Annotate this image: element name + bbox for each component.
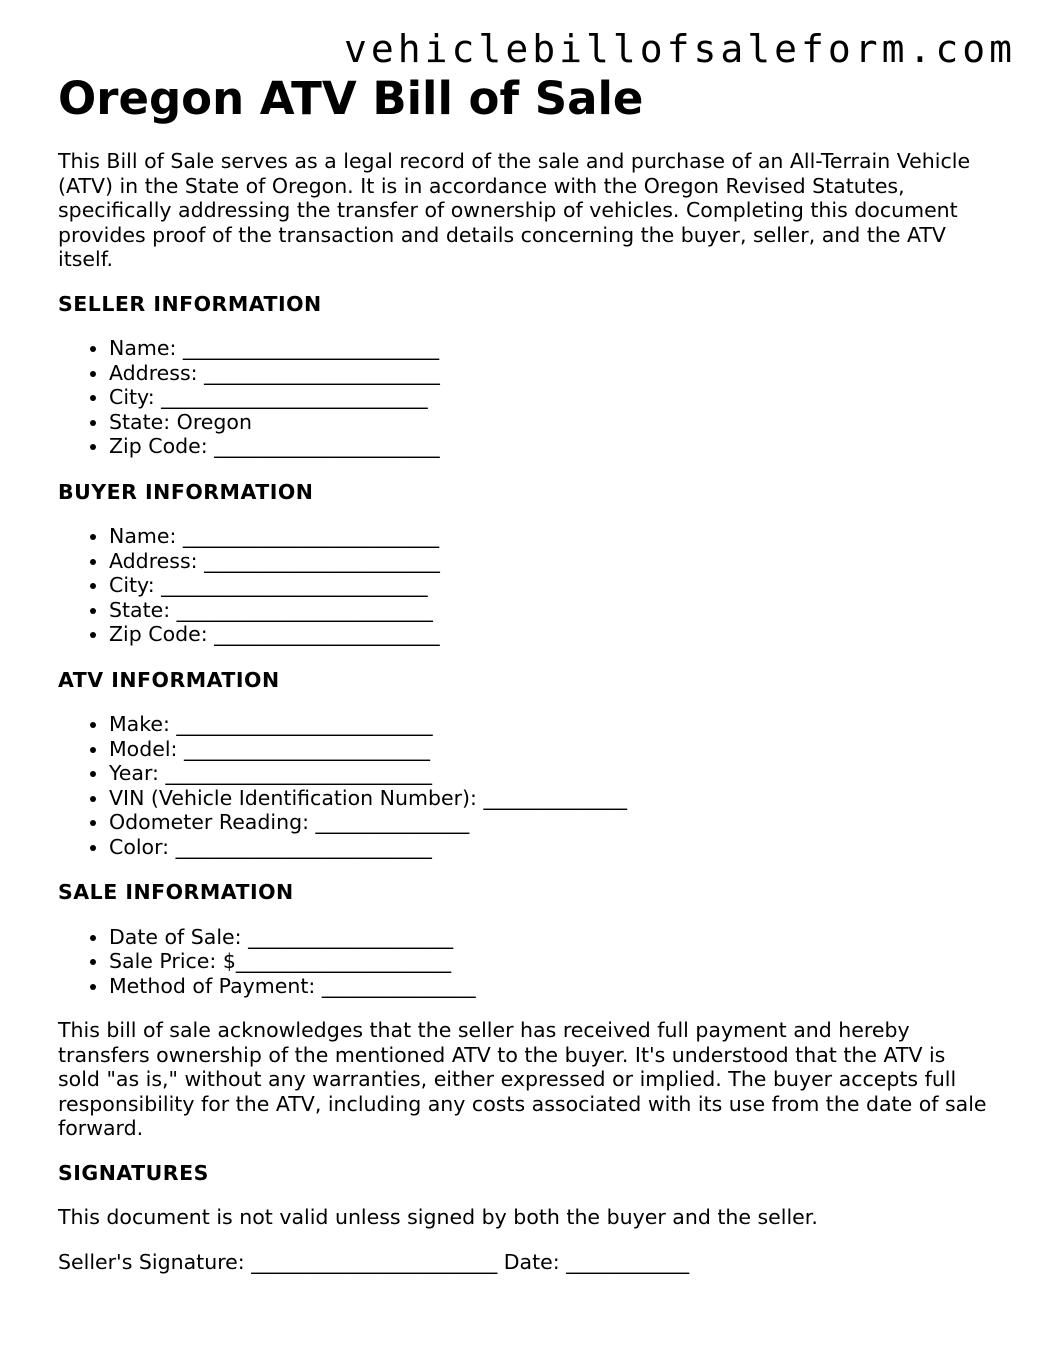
document-title: Oregon ATV Bill of Sale [58, 72, 644, 125]
atv-make-field: • Make: _________________________ [109, 712, 988, 737]
sale-info-list [58, 925, 988, 999]
seller-address-field: • Address: _______________________ [109, 361, 988, 386]
seller-info-heading: SELLER INFORMATION [58, 291, 322, 316]
atv-year-field: • Year: __________________________ [109, 761, 988, 786]
signatures-heading: SIGNATURES [58, 1160, 209, 1185]
buyer-info-heading: BUYER INFORMATION [58, 479, 314, 504]
seller-zip-field: • Zip Code: ______________________ [109, 434, 988, 459]
seller-state-field: • State: Oregon [109, 410, 988, 435]
seller-signature-line: Seller's Signature: ________________________ Date: ____________ [58, 1249, 690, 1274]
seller-name-field: • Name: _________________________ [109, 336, 988, 361]
document-page [58, 72, 988, 1274]
atv-model-field: • Model: ________________________ [109, 737, 988, 762]
sale-price-field: • Sale Price: $_____________________ [109, 949, 988, 974]
buyer-name-field: • Name: _________________________ [109, 524, 988, 549]
buyer-state-field: • State: _________________________ [109, 598, 988, 623]
sale-info-heading: SALE INFORMATION [58, 880, 294, 904]
atv-info-heading: ATV INFORMATION [58, 667, 280, 692]
signatures-note: This document is not valid unless signed by both the buyer and the seller. [58, 1205, 818, 1229]
atv-vin-field: • VIN (Vehicle Identification Number): ______________ [109, 786, 988, 811]
buyer-zip-field: • Zip Code: ______________________ [109, 622, 988, 647]
payment-method-field: • Method of Payment: _______________ [109, 974, 988, 999]
atv-info-list [58, 712, 988, 859]
buyer-info-list [58, 524, 988, 647]
closing-paragraph: This bill of sale acknowledges that the seller has received full payment and hereby transfers ownership of the mentioned ATV to the buyer. It's understood that the ATV is sold "as is," without any warranties, either expressed or implied. The buyer accepts full responsibility for the ATV, including any costs associated with its use from the date of sale forward. [58, 1018, 987, 1140]
sale-date-field: • Date of Sale: ____________________ [109, 925, 988, 950]
seller-info-list [58, 336, 988, 459]
site-watermark: vehiclebillofsaleform.com [344, 27, 1016, 71]
buyer-city-field: • City: __________________________ [109, 573, 988, 598]
seller-city-field: • City: __________________________ [109, 385, 988, 410]
atv-color-field: • Color: _________________________ [109, 835, 988, 860]
atv-odometer-field: • Odometer Reading: _______________ [109, 810, 988, 835]
intro-paragraph: This Bill of Sale serves as a legal record of the sale and purchase of an All-Terrain Vehicle (ATV) in the State of Oregon. It is in accordance with the Oregon Revised Statutes, specifically addressing the transfer of ownership of vehicles. Completing this document provides proof of the transaction and details concerning the buyer, seller, and the ATV itself. [58, 149, 971, 271]
buyer-address-field: • Address: _______________________ [109, 549, 988, 574]
